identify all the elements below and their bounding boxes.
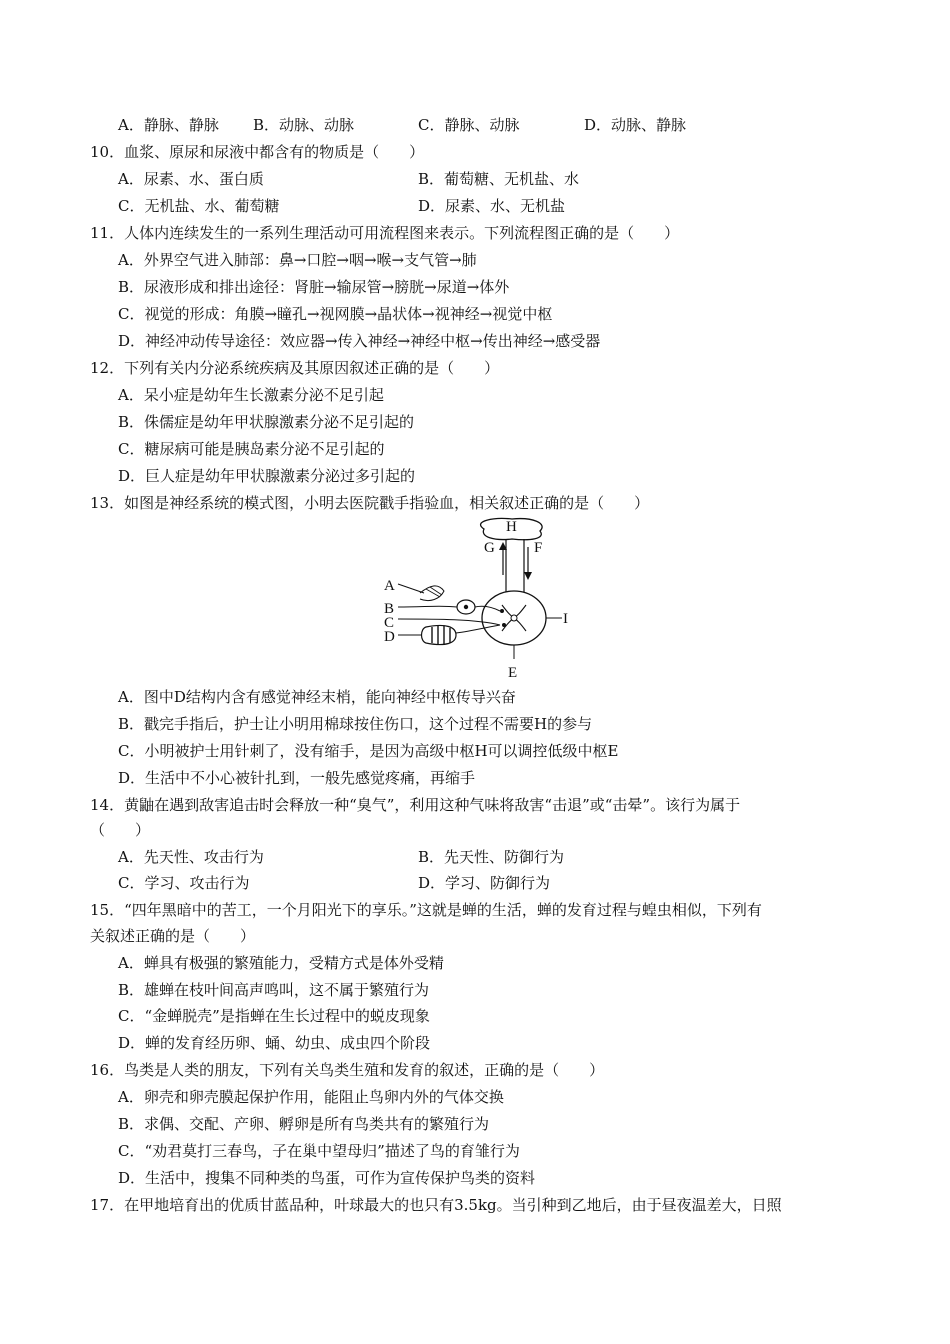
q11-option-b: B．尿液形成和排出途径：肾脏→输尿管→膀胱→尿道→体外 <box>118 278 510 296</box>
label-a: A <box>384 578 395 594</box>
q12-option-c: C．糖尿病可能是胰岛素分泌不足引起的 <box>118 440 385 458</box>
q9-option-a: A．静脉、静脉 <box>118 116 219 134</box>
label-e: E <box>508 665 518 681</box>
q15-option-a: A．蝉具有极强的繁殖能力，受精方式是体外受精 <box>118 954 444 972</box>
q14-option-c: C．学习、攻击行为 <box>118 874 250 892</box>
q11-option-a: A．外界空气进入肺部：鼻→口腔→咽→喉→支气管→肺 <box>118 251 477 269</box>
q15-option-d: D．蝉的发育经历卵、蛹、幼虫、成虫四个阶段 <box>118 1034 431 1052</box>
label-b: B <box>384 601 395 617</box>
q14-stem: 14．黄鼬在遇到敌害追击时会释放一种“臭气”，利用这种气味将敌害“击退”或“击晕”。该行为属于 <box>90 796 741 814</box>
q12-stem: 12．下列有关内分泌系统疾病及其原因叙述正确的是（ ） <box>90 359 500 377</box>
neuron-dot-1 <box>500 609 504 613</box>
q17-stem: 17．在甲地培育出的优质甘蓝品种，叶球最大的也只有3.5kg。当引种到乙地后，由于昼夜温差大，日照 <box>90 1196 782 1214</box>
q9-option-b: B．动脉、动脉 <box>253 116 355 134</box>
q15-option-c: C．“金蝉脱壳”是指蝉在生长过程中的蜕皮现象 <box>118 1007 430 1025</box>
q10-option-c: C．无机盐、水、葡萄糖 <box>118 197 280 215</box>
q11-option-c: C．视觉的形成：角膜→瞳孔→视网膜→晶状体→视神经→视觉中枢 <box>118 305 553 323</box>
label-d: D <box>384 629 395 645</box>
neuron-dot-2 <box>502 623 506 627</box>
q13-option-a: A．图中D结构内含有感觉神经末梢，能向神经中枢传导兴奋 <box>118 688 516 706</box>
descending-arrowhead <box>524 572 532 580</box>
q16-option-a: A．卵壳和卵壳膜起保护作用，能阻止鸟卵内外的气体交换 <box>118 1088 504 1106</box>
nervous-system-diagram <box>376 515 586 685</box>
label-c: C <box>384 615 395 631</box>
q12-option-d: D．巨人症是幼年甲状腺激素分泌过多引起的 <box>118 467 416 485</box>
q14-option-a: A．先天性、攻击行为 <box>118 848 264 866</box>
muscle-effector <box>422 625 457 644</box>
q13-option-b: B．戳完手指后，护士让小明用棉球按住伤口，这个过程不需要H的参与 <box>118 715 593 733</box>
q16-stem: 16．鸟类是人类的朋友，下列有关鸟类生殖和发育的叙述，正确的是（ ） <box>90 1061 605 1079</box>
afferent-nerve <box>398 606 457 607</box>
q15-stem-continued: 关叙述正确的是（ ） <box>90 927 256 945</box>
ganglion-nucleus <box>464 605 468 609</box>
label-i: I <box>563 611 568 627</box>
q10-option-d: D．尿素、水、无机盐 <box>418 197 566 215</box>
q16-option-d: D．生活中，搜集不同种类的鸟蛋，可作为宣传保护鸟类的资料 <box>118 1169 536 1187</box>
central-canal <box>511 615 517 621</box>
q13-option-c: C．小明被护士用针刺了，没有缩手，是因为高级中枢H可以调控低级中枢E <box>118 742 619 760</box>
q15-option-b: B．雄蝉在枝叶间高声鸣叫，这不属于繁殖行为 <box>118 981 430 999</box>
q10-option-b: B．葡萄糖、无机盐、水 <box>418 170 580 188</box>
q14-option-d: D．学习、防御行为 <box>418 874 551 892</box>
q16-option-b: B．求偶、交配、产卵、孵卵是所有鸟类共有的繁殖行为 <box>118 1115 490 1133</box>
label-h: H <box>506 519 517 535</box>
label-a-leader <box>398 584 424 593</box>
q12-option-b: B．侏儒症是幼年甲状腺激素分泌不足引起的 <box>118 413 415 431</box>
q14-stem-continued: （ ） <box>90 821 151 839</box>
label-f: F <box>534 540 543 556</box>
q11-option-d: D．神经冲动传导途径：效应器→传入神经→神经中枢→传出神经→感受器 <box>118 332 601 350</box>
q9-option-c: C．静脉、动脉 <box>418 116 520 134</box>
q16-option-c: C．“劝君莫打三春鸟，子在巢中望母归”描述了鸟的育雏行为 <box>118 1142 520 1160</box>
q14-option-b: B．先天性、防御行为 <box>418 848 565 866</box>
label-g: G <box>484 540 495 556</box>
q10-option-a: A．尿素、水、蛋白质 <box>118 170 264 188</box>
q9-option-d: D．动脉、静脉 <box>584 116 687 134</box>
q13-option-d: D．生活中不小心被针扎到，一般先感觉疼痛，再缩手 <box>118 769 476 787</box>
q11-stem: 11．人体内连续发生的一系列生理活动可用流程图来表示。下列流程图正确的是（ ） <box>90 224 680 242</box>
q10-stem: 10．血浆、原尿和尿液中都含有的物质是（ ） <box>90 143 425 161</box>
q13-stem: 13．如图是神经系统的模式图，小明去医院戳手指验血，相关叙述正确的是（ ） <box>90 494 650 512</box>
q15-stem: 15．“四年黑暗中的苦工，一个月阳光下的享乐。”这就是蝉的生活，蝉的发育过程与蝗虫相似，下列有 <box>90 901 762 919</box>
q12-option-a: A．呆小症是幼年生长激素分泌不足引起 <box>118 386 384 404</box>
